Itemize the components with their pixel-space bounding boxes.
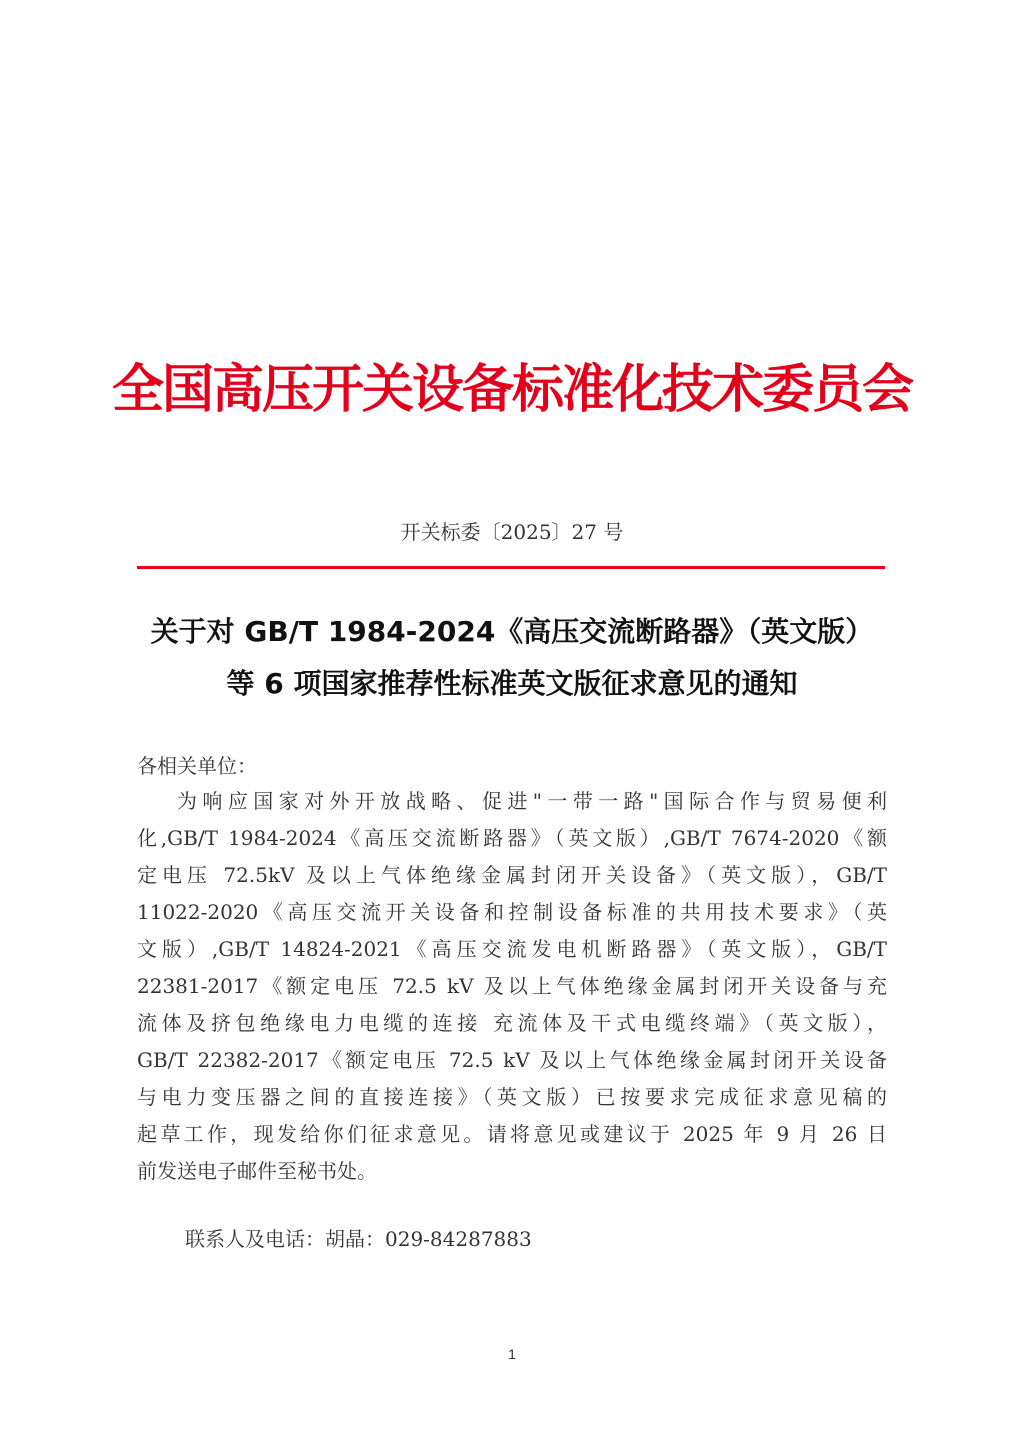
body-line: 11022-2020《高压交流开关设备和控制设备标准的共用技术要求》（英 — [137, 900, 887, 924]
page-number: 1 — [508, 1346, 516, 1362]
body-line: 起草工作，现发给你们征求意见。请将意见或建议于 2025 年 9 月 26 日 — [137, 1122, 887, 1146]
body-line: GB/T 22382-2017《额定电压 72.5 kV 及以上气体绝缘金属封闭开关设备 — [137, 1048, 887, 1072]
title-line-2: 等 6 项国家推荐性标准英文版征求意见的通知 — [226, 667, 798, 700]
salutation: 各相关单位： — [137, 754, 257, 778]
contact-info: 联系人及电话：胡晶：029-84287883 — [185, 1227, 532, 1251]
body-line: 前发送电子邮件至秘书处。 — [137, 1159, 377, 1183]
notice-body-paragraph — [137, 783, 887, 1190]
body-line: 文版）,GB/T 14824-2021《高压交流发电机断路器》（英文版），GB/T — [137, 937, 887, 961]
body-line: 定电压 72.5kV 及以上气体绝缘金属封闭开关设备》（英文版），GB/T — [137, 863, 887, 887]
issuer-masthead: 全国高压开关设备标准化技术委员会 — [111, 360, 912, 420]
body-line: 流体及挤包绝缘电力电缆的连接 充流体及干式电缆终端》（英文版）， — [137, 1011, 887, 1035]
title-line-1: 关于对 GB/T 1984-2024《高压交流断路器》（英文版） — [150, 615, 874, 648]
body-line: 化,GB/T 1984-2024《高压交流断路器》（英文版）,GB/T 7674-2020《额 — [137, 826, 887, 850]
red-divider-line — [137, 566, 885, 569]
body-line: 与电力变压器之间的直接连接》（英文版）已按要求完成征求意见稿的 — [137, 1085, 887, 1109]
body-line: 22381-2017《额定电压 72.5 kV 及以上气体绝缘金属封闭开关设备与充 — [137, 974, 887, 998]
document-number: 开关标委〔2025〕27 号 — [400, 520, 624, 544]
notice-title — [120, 606, 904, 710]
body-line: 为响应国家对外开放战略、促进"一带一路"国际合作与贸易便利 — [177, 789, 887, 813]
